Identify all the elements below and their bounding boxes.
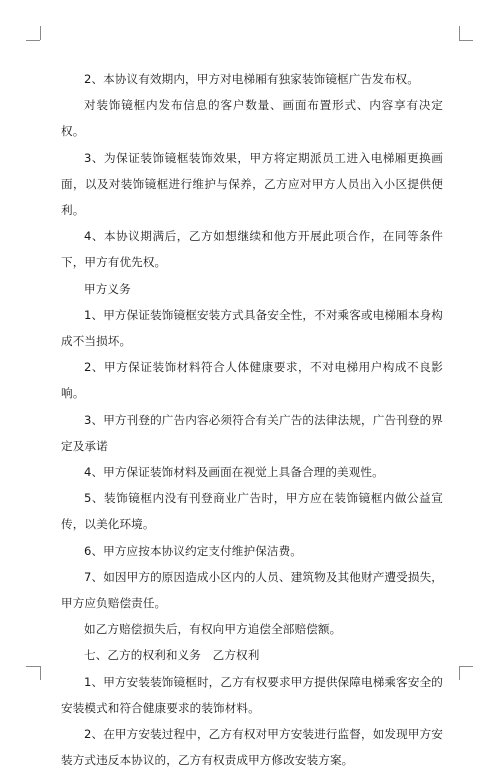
paragraph-obligation-3: 3、甲方刊登的广告内容必须符合有关广告的法律法规，广告刊登的界定及承诺	[61, 412, 443, 453]
paragraph-clause-2-cont: 对装饰镜框内发布信息的客户数量、画面布置形式、内容享有决定权。	[61, 98, 443, 139]
crop-mark-bottom-left-v	[40, 666, 41, 680]
section-heading-party-b-rights: 七、乙方的权利和义务 乙方权利	[84, 648, 260, 663]
paragraph-clause-4: 4、本协议期满后，乙方如想继续和他方开展此项合作，在同等条件下，甲方有优先权。	[61, 229, 443, 270]
crop-mark-bottom-right-h	[459, 666, 473, 667]
paragraph-clause-3: 3、为保证装饰镜框装饰效果，甲方将定期派员工进入电梯厢更换画面，以及对装饰镜框进行维护与保养，乙方应对甲方人员出入小区提供便利。	[61, 150, 443, 218]
paragraph-clause-2: 2、本协议有效期内，甲方对电梯厢有独家装饰镜框广告发布权。	[84, 72, 419, 86]
paragraph-obligation-1: 1、甲方保证装饰镜框安装方式具备安全性，不对乘客或电梯厢本身构成不当损坏。	[61, 307, 443, 349]
crop-mark-bottom-right-v	[459, 666, 460, 680]
document-body	[61, 66, 443, 773]
paragraph-obligation-5: 5、装饰镜框内没有刊登商业广告时，甲方应在装饰镜框内做公益宣传，以美化环境。	[61, 491, 443, 532]
paragraph-obligation-7: 7、如因甲方的原因造成小区内的人员、建筑物及其他财产遭受损失，甲方应负赔偿责任。	[61, 569, 443, 611]
crop-mark-top-left-h	[26, 40, 40, 41]
paragraph-obligation-7-cont: 如乙方赔偿损失后，有权向甲方追偿全部赔偿额。	[84, 622, 342, 637]
paragraph-right-2: 2、在甲方安装过程中，乙方有权对甲方安装进行监督，如发现甲方安装方式违反本协议的，乙方有权责成甲方修改安装方案。	[61, 727, 443, 768]
paragraph-obligation-6: 6、甲方应按本协议约定支付维护保洁费。	[84, 543, 302, 558]
crop-mark-top-right-v	[459, 26, 460, 40]
section-heading-party-a-obligations: 甲方义务	[84, 281, 131, 296]
crop-mark-top-left-v	[40, 26, 41, 40]
paragraph-obligation-2: 2、甲方保证装饰材料符合人体健康要求，不对电梯用户构成不良影响。	[61, 360, 443, 401]
crop-mark-bottom-left-h	[26, 666, 40, 667]
crop-mark-top-right-h	[459, 40, 473, 41]
paragraph-obligation-4: 4、甲方保证装饰材料及画面在视觉上具备合理的美观性。	[84, 465, 384, 480]
paragraph-right-1: 1、甲方安装装饰镜框时，乙方有权要求甲方提供保障电梯乘客安全的安装模式和符合健康要求的装饰材料。	[61, 674, 443, 715]
